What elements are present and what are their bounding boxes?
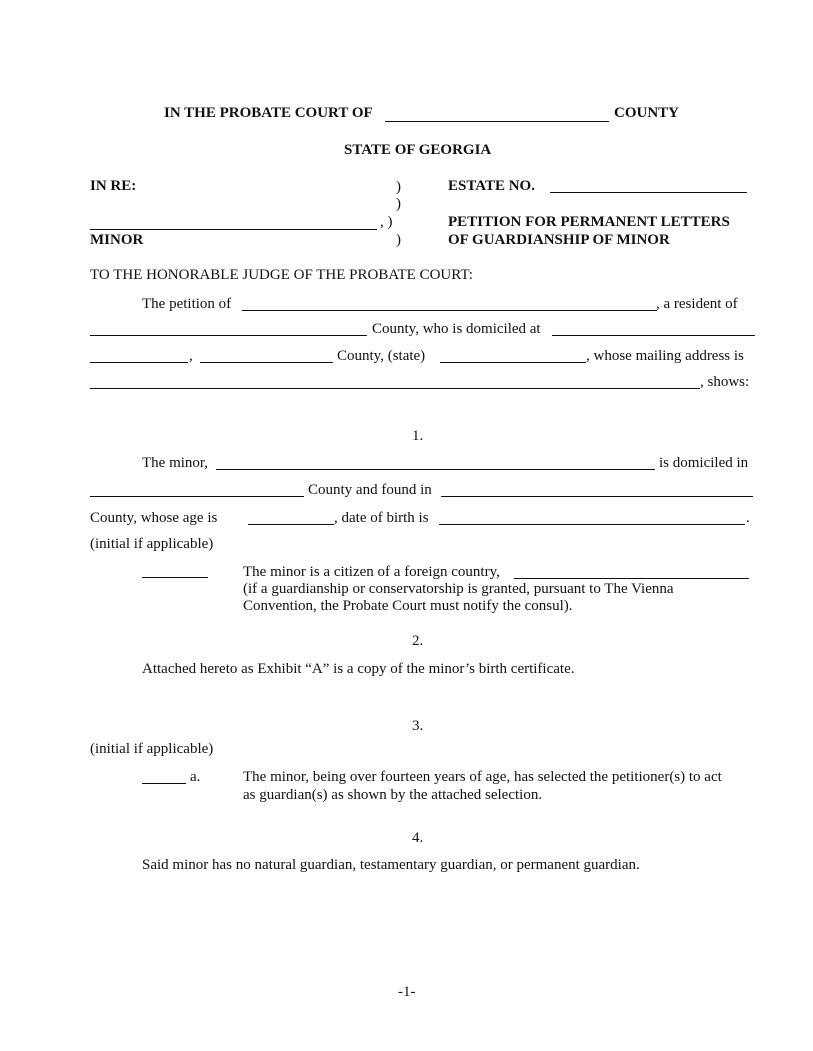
domicile-address-field[interactable] xyxy=(552,335,755,336)
county-name-field[interactable] xyxy=(385,121,609,122)
estate-no-label: ESTATE NO. xyxy=(448,178,535,194)
section-2-number: 2. xyxy=(412,633,424,649)
dob-label: , date of birth is xyxy=(334,510,429,526)
vienna-text-2: Convention, the Probate Court must notify the consul). xyxy=(243,598,573,614)
caption-paren-1: ) xyxy=(396,179,401,195)
selection-initial-field[interactable] xyxy=(142,783,186,784)
dob-period: . xyxy=(746,510,750,526)
domicile-state-field[interactable] xyxy=(440,362,586,363)
resident-of-label: , a resident of xyxy=(656,296,738,312)
in-re-label: IN RE: xyxy=(90,178,137,194)
court-suffix: COUNTY xyxy=(614,105,680,121)
initial-if-applicable-1: (initial if applicable) xyxy=(90,536,214,552)
citizen-text: The minor is a citizen of a foreign country, xyxy=(243,564,500,580)
foreign-country-field[interactable] xyxy=(514,578,749,579)
county-state-label: County, (state) xyxy=(337,348,426,364)
age-field[interactable] xyxy=(248,524,334,525)
petitioner-name-field[interactable] xyxy=(242,310,657,311)
comma-text: , xyxy=(189,348,193,364)
caption-paren-4: ) xyxy=(396,232,401,248)
mailing-address-field[interactable] xyxy=(90,388,700,389)
initial-if-applicable-2: (initial if applicable) xyxy=(90,741,214,757)
court-prefix: IN THE PROBATE COURT OF xyxy=(164,105,373,121)
section-4-text: Said minor has no natural guardian, testamentary guardian, or permanent guardian. xyxy=(142,857,640,873)
minor-label-text: The minor, xyxy=(142,455,209,471)
item-a-label: a. xyxy=(190,769,201,785)
petition-of-label: The petition of xyxy=(142,296,232,312)
section-3-text-1: The minor, being over fourteen years of age, has selected the petitioner(s) to act xyxy=(243,769,722,785)
section-1-number: 1. xyxy=(412,428,424,444)
page-number: -1- xyxy=(398,984,416,1000)
minor-name-field[interactable] xyxy=(90,229,377,230)
vienna-text-1: (if a guardianship or conservatorship is granted, pursuant to The Vienna xyxy=(243,581,674,597)
county-age-label: County, whose age is xyxy=(90,510,218,526)
minor-label: MINOR xyxy=(90,232,144,248)
date-of-birth-field[interactable] xyxy=(439,524,745,525)
caption-comma-paren: , ) xyxy=(380,214,393,230)
salutation: TO THE HONORABLE JUDGE OF THE PROBATE COURT: xyxy=(90,267,473,283)
caption-paren-2: ) xyxy=(396,196,401,212)
petition-title-1: PETITION FOR PERMANENT LETTERS xyxy=(448,214,730,230)
shows-label: , shows: xyxy=(700,374,750,390)
found-in-field[interactable] xyxy=(441,496,753,497)
estate-no-field[interactable] xyxy=(550,192,747,193)
domicile-county-field[interactable] xyxy=(200,362,333,363)
minor-full-name-field[interactable] xyxy=(216,469,655,470)
section-4-number: 4. xyxy=(412,830,424,846)
state-title: STATE OF GEORGIA xyxy=(344,142,492,158)
section-2-text: Attached hereto as Exhibit “A” is a copy of the minor’s birth certificate. xyxy=(142,661,575,677)
section-3-text-2: as guardian(s) as shown by the attached selection. xyxy=(243,787,543,803)
section-3-number: 3. xyxy=(412,718,424,734)
mailing-label: , whose mailing address is xyxy=(586,348,744,364)
citizen-initial-field[interactable] xyxy=(142,577,208,578)
resident-county-field[interactable] xyxy=(90,335,367,336)
domiciled-at-label: County, who is domiciled at xyxy=(372,321,541,337)
domicile-city-field[interactable] xyxy=(90,362,188,363)
county-found-in-label: County and found in xyxy=(308,482,432,498)
petition-title-2: OF GUARDIANSHIP OF MINOR xyxy=(448,232,670,248)
minor-domicile-county-field[interactable] xyxy=(90,496,304,497)
domiciled-in-label: is domiciled in xyxy=(659,455,749,471)
